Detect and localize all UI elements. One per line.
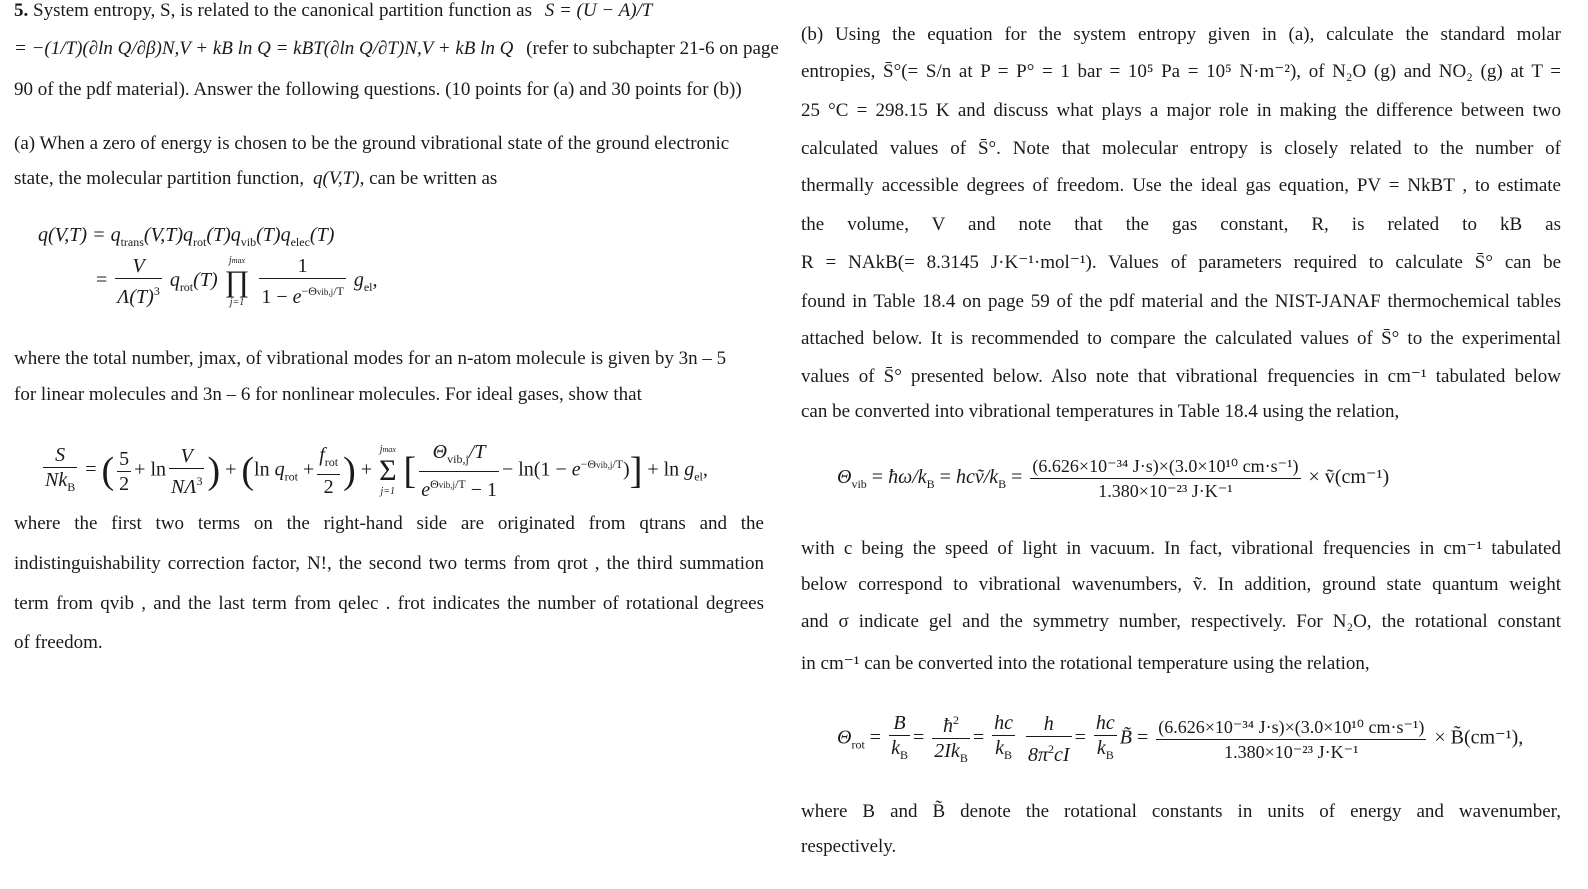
intro-text: System entropy, S, is related to the canonical partition function as	[33, 0, 532, 21]
explanation-line2: indistinguishability correction factor, N!, the second two terms from qrot , the third summation	[14, 553, 764, 574]
theta-rot-denominator: 1.380×10⁻²³ J·K⁻¹	[1224, 741, 1359, 762]
part-b-line5: thermally accessible degrees of freedom. Use the ideal gas equation, PV = NkBT , to estimate	[801, 175, 1561, 196]
part-b-line4: calculated values of S̄°. Note that molecular entropy is closely related to the number of	[801, 138, 1561, 159]
part-a-line1: (a) When a zero of energy is chosen to be the ground vibrational state of the ground electronic	[14, 133, 730, 154]
part-d-line2: respectively.	[801, 836, 897, 857]
part-b-line8: found in Table 18.4 on page 59 of the pdf material and the NIST-JANAF thermochemical tables	[801, 291, 1561, 312]
theta-rot-tail: × B̃(cm⁻¹),	[1434, 726, 1524, 749]
theta-vib-tail: × ṽ(cm⁻¹)	[1308, 466, 1390, 489]
entropy-definition: S = (U − A)/T	[544, 0, 653, 21]
part-b-line9: attached below. It is recommended to compare the calculated values of S̄° to the experimental	[801, 328, 1561, 349]
entropy-equation: $\frac{S}{Nk_B}$ = ( $\frac{5}{2}$ + ln $\frac{V}{N\Lambda^3}$ ) + (ln $q_{rot}$ + $\frac{f_{rot}}{2}$ ) + jmax Σ j=1 [ $\frac{\Theta_{vib,j}/T}{e^{\Theta vib,j/T} - 1}$ − $\ln(1 - e^{-\Theta vib,j/T})] + \ln g_{el}$,	[45, 441, 708, 501]
question-intro-line3: 90 of the pdf material). Answer the following questions. (10 points for (a) and 30 points for (b))	[14, 79, 742, 100]
theta-vib-numerator: (6.626×10⁻³⁴ J·s)×(3.0×10¹⁰ cm·s⁻¹)	[1030, 454, 1300, 479]
part-d-line1: where B and B̃ denote the rotational constants in units of energy and wavenumber,	[801, 801, 1561, 822]
explanation-line4: of freedom.	[14, 632, 103, 653]
partition-function-equation: $q(V,T) = q_{trans}(V,T)q_{rot}(T)q_{vib}(T)q_{elec}(T)$	[38, 224, 335, 249]
intro-reference: (refer to subchapter 21-6 on page	[526, 38, 779, 59]
part-b-line3: 25 °C = 298.15 K and discuss what plays a major role in making the difference between two	[801, 100, 1561, 121]
question-intro-line1	[14, 0, 652, 22]
part-b-line11: can be converted into vibrational temperatures in Table 18.4 using the relation,	[801, 401, 1400, 422]
question-number: 5.	[14, 0, 29, 21]
theta-rot-numerator: (6.626×10⁻³⁴ J·s)×(3.0×10¹⁰ cm·s⁻¹)	[1156, 715, 1426, 740]
explanation-line1: where the first two terms on the right-hand side are originated from qtrans and the	[14, 513, 764, 534]
question-intro-line2	[14, 38, 779, 60]
theta-vib-equation: $\Theta_{vib}$ = $ħ\omega/k_B$ = hcṽ/$k_B$ = $\frac{\text{(6.626×10⁻³⁴ J·s)×(3.0×10¹⁰ cm·s⁻¹)}}{\text{1.380×10⁻²³ J·K⁻¹}}$ × ṽ(cm⁻¹)	[837, 456, 1390, 501]
where-line1: where the total number, jmax, of vibrational modes for an n-atom molecule is given by 3n – 5	[14, 348, 727, 369]
part-c-line1: with c being the speed of light in vacuum. In fact, vibrational frequencies in cm⁻¹ tabulated	[801, 538, 1561, 559]
partition-symbol: q(V,T)	[312, 168, 360, 189]
theta-vib-denominator: 1.380×10⁻²³ J·K⁻¹	[1098, 481, 1233, 501]
entropy-expansion: = −(1/T)(∂ln Q/∂β)N,V + kB ln Q = kBT(∂ln Q/∂T)N,V + kB ln Q	[14, 38, 514, 59]
where-line2: for linear molecules and 3n – 6 for nonlinear molecules. For ideal gases, show that	[14, 384, 642, 405]
part-a-text-end: , can be written as	[359, 168, 498, 189]
part-c-line2: below correspond to vibrational wavenumbers, ṽ. In addition, ground state quantum weight	[801, 574, 1561, 595]
explanation-line3: term from qvib , and the last term from qelec . frot indicates the number of rotational degrees	[14, 593, 764, 614]
part-b-line7: R = NAkB(= 8.3145 J·K⁻¹·mol⁻¹). Values of parameters required to calculate S̄° can be	[801, 252, 1561, 273]
part-b-line2: entropies, S̄°(= S/n at P = P° = 1 bar = 10⁵ Pa = 10⁵ N·m⁻²), of N₂O (g) and NO₂ (g) at T =	[801, 61, 1561, 82]
part-b-line1: (b) Using the equation for the system entropy given in (a), calculate the standard molar	[801, 24, 1561, 45]
part-a-text: state, the molecular partition function,	[14, 168, 305, 189]
partition-function-product: = $\frac{V}{\Lambda(T)^3}$ $q_{rot}(T)$ jmax ∏ j=1 $\frac{1}{1 - e^{-\Theta vib,j/T}}$ $g_{el}$,	[96, 254, 378, 308]
part-c-line3: and σ indicate gel and the symmetry number, respectively. For N₂O, the rotational constant	[801, 611, 1561, 632]
part-c-line4: in cm⁻¹ can be converted into the rotational temperature using the relation,	[801, 653, 1370, 674]
part-a-line2	[14, 168, 497, 190]
part-b-line10: values of S̄° presented below. Also note that vibrational frequencies in cm⁻¹ tabulated below	[801, 366, 1561, 387]
theta-rot-equation: $\Theta_{rot}$ = $\frac{B}{k_B}$ = $\frac{ħ^2}{2Ik_B}$ = $\frac{hc}{k_B}$ $\frac{h}{8\pi^2cI}$ = $\frac{hc}{k_B}$ B̃ = $\frac{\text{(6.626×10⁻³⁴ J·s)×(3.0×10¹⁰ cm·s⁻¹)}}{\text{1.380×10⁻²³ J·K⁻¹}}$ × B̃(cm⁻¹),	[837, 708, 1523, 770]
part-b-line6: the volume, V and note that the gas constant, R, is related to kB as	[801, 214, 1561, 235]
